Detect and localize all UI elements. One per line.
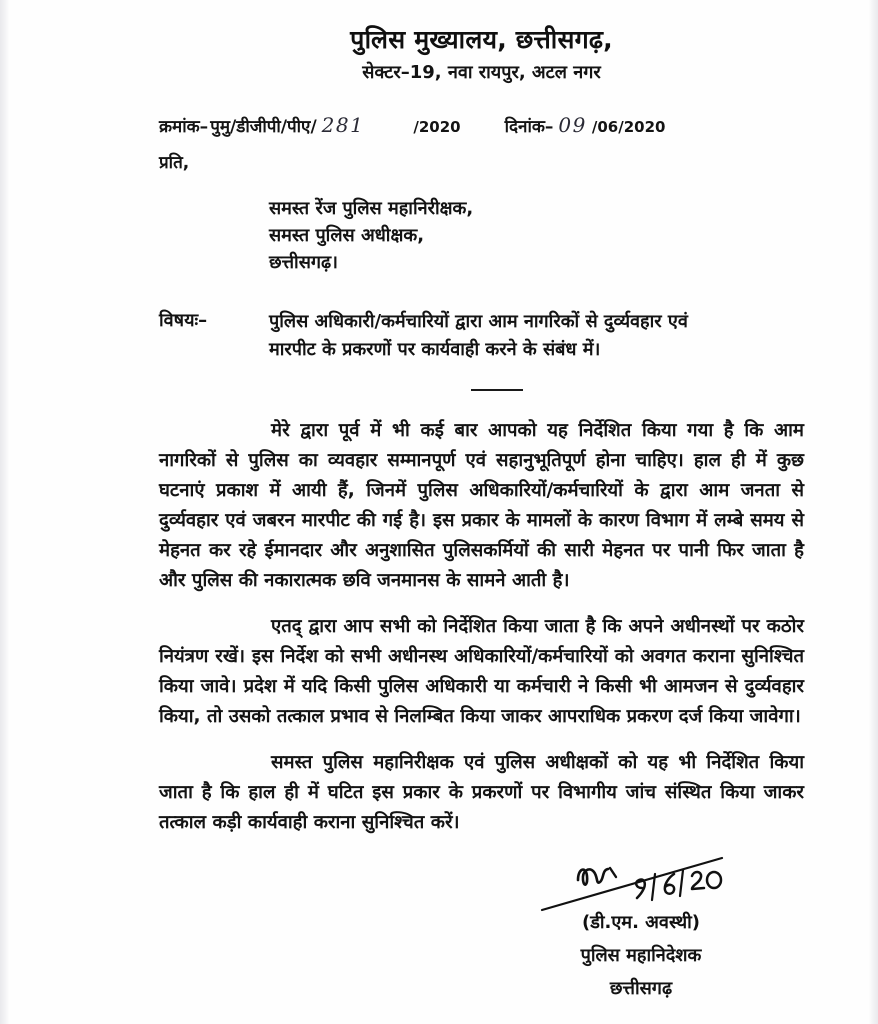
signature-scrawl-icon: [526, 852, 756, 914]
addressee-line: समस्त पुलिस अधीक्षक,: [269, 225, 425, 247]
reference-prefix: पुमु/डीजीपी/पीए/: [210, 117, 317, 138]
reference-label: क्रमांक–: [159, 117, 209, 138]
subject-block: [159, 308, 804, 364]
date-label: दिनांक–: [504, 117, 554, 138]
reference-row: [159, 113, 804, 137]
handwritten-signature: [491, 852, 791, 914]
subject-text: [269, 308, 804, 364]
salutation-to: प्रति,: [159, 153, 190, 174]
addressee-block: [269, 195, 804, 276]
addressee-line: समस्त रेंज पुलिस महानिरीक्षक,: [269, 198, 474, 220]
signatory-state: छत्तीसगढ़: [609, 978, 673, 999]
body-paragraph-1: मेरे द्वारा पूर्व में भी कई बार आपको यह निर्देशित किया गया है कि आम नागरिकों से पुलिस का व्यवहार सम्मानपूर्ण एवं सहानुभूतिपूर्ण होना चाहिए। हाल ही में कुछ घटनाएं प्रकाश में आयी हैं, जिनमें पुलिस अधिकारियों/कर्मचारियों के द्वारा आम जनता से दुर्व्यवहार एवं जबरन मारपीट की गई है। इस प्रकार के मामलों के कारण विभाग में लम्बे समय से मेहनत कर रहे ईमानदार और अनुशासित पुलिसकर्मियों की सारी मेहनत पर पानी फिर जाता है और पुलिस की नकारात्मक छवि जनमानस के सामने आती है।: [159, 420, 804, 592]
subject-label: विषयः–: [159, 310, 208, 332]
body-copy: [159, 416, 804, 838]
page-left-margin-strip: [0, 0, 9, 1024]
letterhead: [159, 24, 804, 85]
subject-line-2: मारपीट के प्रकरणों पर कार्यवाही करने के संबंध में।: [269, 339, 601, 361]
document-content: [159, 24, 804, 838]
signatory-designation: पुलिस महानिदेशक: [580, 945, 702, 966]
date-value: /06/2020: [591, 118, 666, 137]
organization-title: पुलिस मुख्यालय, छत्तीसगढ़,: [350, 25, 613, 54]
body-paragraph-3: समस्त पुलिस महानिरीक्षक एवं पुलिस अधीक्षकों को यह भी निर्देशित किया जाता है कि हाल ही में घटित इस प्रकार के प्रकरणों पर विभागीय जांच संस्थित किया जाकर तत्काल कड़ी कार्यवाही कराना सुनिश्चित करें।: [159, 751, 804, 833]
signature-block: [491, 852, 791, 1000]
reference-number-handwritten: 281: [321, 113, 365, 138]
horizontal-divider: [471, 389, 523, 391]
body-paragraph-2: एतद् द्वारा आप सभी को निर्देशित किया जाता है कि अपने अधीनस्थों पर कठोर नियंत्रण रखें। इस निर्देश को सभी अधीनस्थ अधिकारियों/कर्मचारियों को अवगत कराना सुनिश्चित किया जावे। प्रदेश में यदि किसी पुलिस अधिकारी या कर्मचारी ने किसी भी आमजन से दुर्व्यवहार किया, तो उसको तत्काल प्रभाव से निलम्बित किया जाकर आपराधिक प्रकरण दर्ज किया जावेगा।: [159, 616, 804, 727]
reference-year: /2020: [413, 118, 461, 137]
paper-sheet: [9, 0, 869, 1024]
subject-divider-wrap: [159, 378, 804, 396]
organization-address: सेक्टर–19, नवा रायपुर, अटल नगर: [362, 62, 601, 84]
signatory-name: (डी.एम. अवस्थी): [582, 912, 700, 933]
subject-line-1: पुलिस अधिकारी/कर्मचारियों द्वारा आम नागरिकों से दुर्व्यवहार एवं: [269, 311, 688, 333]
addressee-line: छत्तीसगढ़।: [269, 252, 338, 274]
date-day-handwritten: 09: [558, 113, 587, 138]
page-right-margin-strip: [869, 0, 878, 1024]
